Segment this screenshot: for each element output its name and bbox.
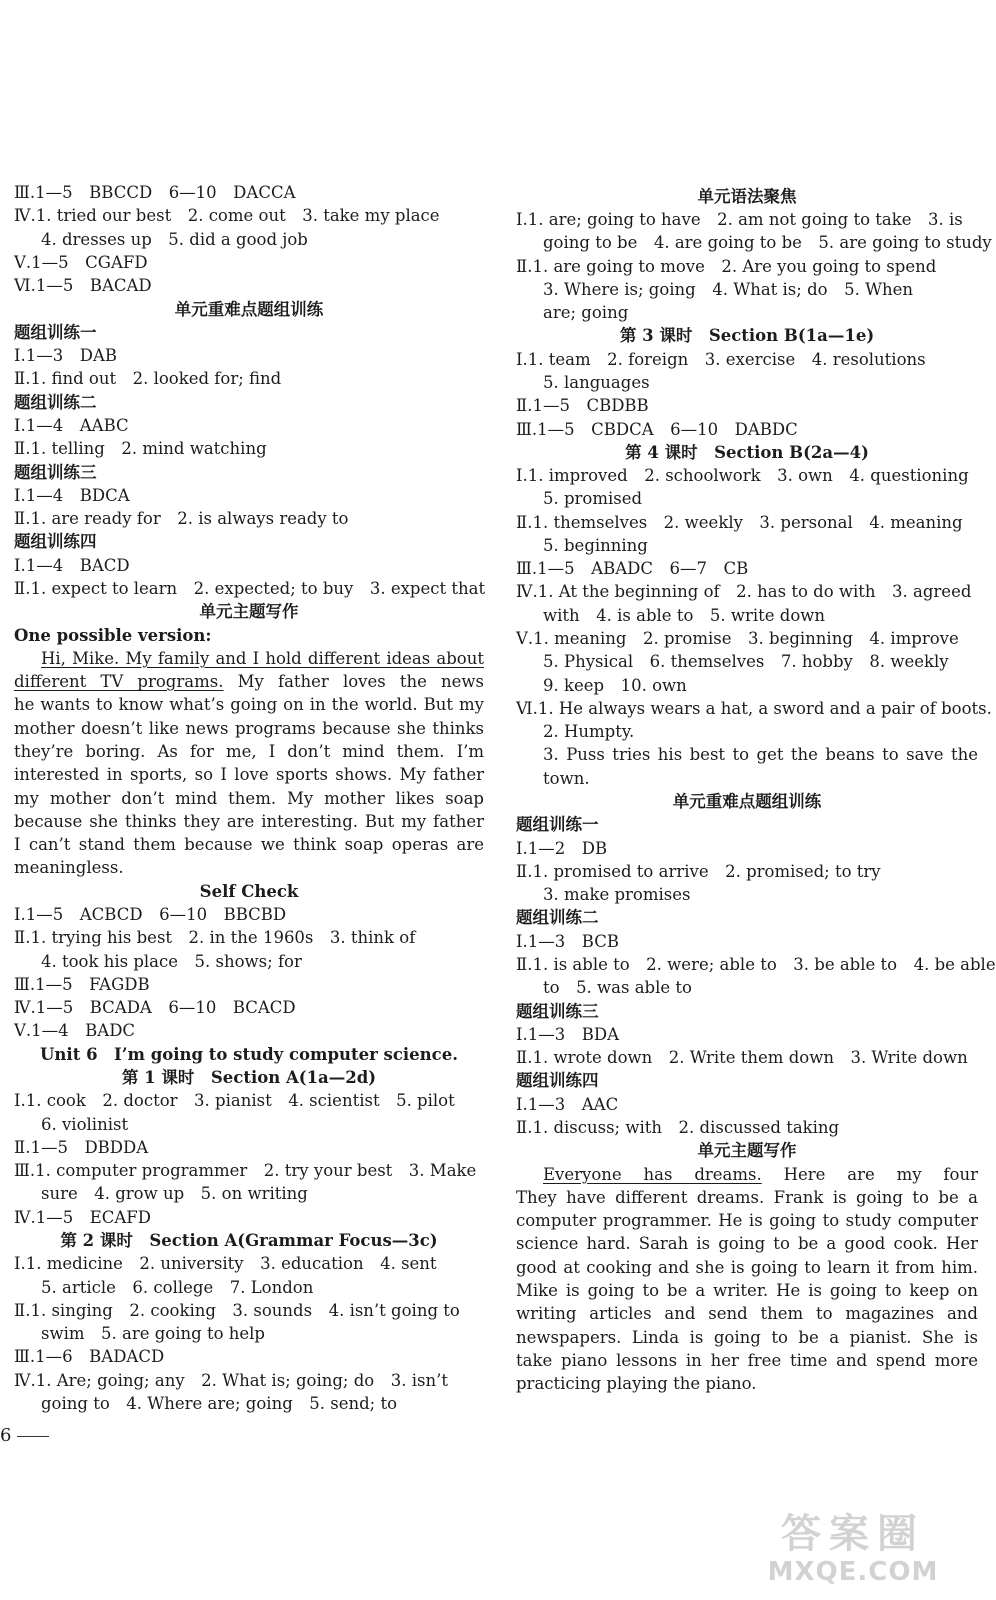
essay-line: interested in sports, so I love sports shows. My father	[14, 765, 484, 784]
subsection-heading: 题组训练四	[516, 1071, 599, 1090]
answer-line: Ⅵ.1—5 BACAD	[14, 276, 152, 295]
answer-line: Ⅰ.1—4 BDCA	[14, 486, 130, 505]
answer-line: Ⅱ.1—5 DBDDA	[14, 1138, 149, 1157]
answer-line: Ⅱ.1—5 CBDBB	[516, 396, 649, 415]
answer-line: 5. promised	[543, 489, 643, 508]
answer-line: Ⅱ.1. trying his best 2. in the 1960s 3. think of	[14, 928, 416, 947]
essay-line: I can’t stand them because we think soap operas are	[14, 835, 484, 854]
answer-line: town.	[543, 769, 590, 788]
answer-line: 5. Physical 6. themselves 7. hobby 8. weekly	[543, 652, 949, 671]
page-number-text: 6	[0, 1425, 12, 1446]
answer-line: Ⅲ.1—5 CBDCA 6—10 DABDC	[516, 420, 798, 439]
subsection-heading: 题组训练四	[14, 532, 97, 551]
answer-line: Ⅰ.1. medicine 2. university 3. education 4. sent	[14, 1254, 437, 1273]
answer-line: going to be 4. are going to be 5. are going to study	[543, 233, 992, 252]
answer-line: are; going	[543, 303, 629, 322]
page-number-rule	[17, 1436, 49, 1437]
answer-line: Ⅰ.1—3 BCB	[516, 932, 619, 951]
essay-underlined: Hi, Mike. My family and I hold different ideas about	[41, 649, 484, 668]
watermark	[724, 1510, 982, 1590]
answer-line: with 4. is able to 5. write down	[543, 606, 826, 625]
subsection-heading: 题组训练二	[516, 908, 599, 927]
answer-line: Ⅰ.1—2 DB	[516, 839, 608, 858]
answer-line: Ⅱ.1. telling 2. mind watching	[14, 439, 267, 458]
essay-line: good at cooking and she is going to learn it from him.	[516, 1258, 978, 1277]
answer-line: Ⅰ.1—3 BDA	[516, 1025, 620, 1044]
essay-line: writing articles and send them to magazines and	[516, 1304, 978, 1323]
answer-line: sure 4. grow up 5. on writing	[41, 1184, 308, 1203]
essay-line	[14, 670, 484, 693]
answer-line: 6. violinist	[41, 1115, 129, 1134]
essay-line: take piano lessons in her free time and spend more	[516, 1351, 978, 1370]
essay-line	[14, 647, 484, 670]
essay-line: my mother don’t mind them. My mother likes soap	[14, 789, 484, 808]
section-heading: 单元主题写作	[199, 602, 299, 621]
section-heading: 单元语法聚焦	[697, 187, 797, 206]
answer-line: Ⅱ.1. themselves 2. weekly 3. personal 4. meaning	[516, 513, 963, 532]
answer-line: Ⅰ.1. cook 2. doctor 3. pianist 4. scientist 5. pilot	[14, 1091, 455, 1110]
answer-line: 5. article 6. college 7. London	[41, 1278, 314, 1297]
answer-line: Ⅰ.1—5 ACBCD 6—10 BBCBD	[14, 905, 287, 924]
answer-line: Ⅱ.1. are going to move 2. Are you going to spend	[516, 257, 937, 276]
answer-line: swim 5. are going to help	[41, 1324, 265, 1343]
watermark-title: 答案圈	[781, 1511, 925, 1557]
answer-line: 3. make promises	[543, 885, 691, 904]
essay-text: Here are my four	[783, 1165, 978, 1184]
lesson-heading: 第 3 课时 Section B(1a—1e)	[619, 326, 875, 345]
lesson-heading: 第 1 课时 Section A(1a—2d)	[121, 1068, 377, 1087]
essay-text: My father loves the news	[237, 672, 484, 691]
essay-line	[516, 1163, 978, 1186]
answer-line: Ⅰ.1. improved 2. schoolwork 3. own 4. questioning	[516, 466, 969, 485]
answer-line: Ⅳ.1. At the beginning of 2. has to do with 3. agreed	[516, 582, 972, 601]
subsection-heading: 题组训练三	[516, 1002, 599, 1021]
essay-line: meaningless.	[14, 858, 124, 877]
essay-line: They have different dreams. Frank is going to be a	[516, 1188, 978, 1207]
answer-line: 5. beginning	[543, 536, 648, 555]
answer-line: Ⅱ.1. expect to learn 2. expected; to buy 3. expect that	[14, 579, 486, 598]
answer-line: going to 4. Where are; going 5. send; to	[41, 1394, 398, 1413]
answer-line: 9. keep 10. own	[543, 676, 687, 695]
answer-line: Ⅱ.1. discuss; with 2. discussed taking	[516, 1118, 840, 1137]
answer-line: Ⅰ.1. are; going to have 2. am not going to take 3. is	[516, 210, 963, 229]
answer-line: Ⅱ.1. wrote down 2. Write them down 3. Write down	[516, 1048, 968, 1067]
answer-line: Ⅱ.1. find out 2. looked for; find	[14, 369, 282, 388]
answer-line: Ⅳ.1. tried our best 2. come out 3. take my place	[14, 206, 440, 225]
answer-line: Ⅰ.1—3 AAC	[516, 1095, 619, 1114]
essay-underlined: Everyone has dreams.	[543, 1165, 762, 1184]
answer-line: to 5. was able to	[543, 978, 692, 997]
answer-line: 4. dresses up 5. did a good job	[41, 230, 308, 249]
essay-line: practicing playing the piano.	[516, 1374, 757, 1393]
answer-line: Ⅴ.1—5 CGAFD	[14, 253, 148, 272]
answer-line: Ⅲ.1—5 FAGDB	[14, 975, 150, 994]
section-heading: 单元重难点题组训练	[672, 792, 822, 811]
essay-line: because she thinks they are interesting. But my father	[14, 812, 484, 831]
answer-line: Ⅳ.1. Are; going; any 2. What is; going; do 3. isn’t	[14, 1371, 448, 1390]
answer-line: 4. took his place 5. shows; for	[41, 952, 302, 971]
essay-line: computer programmer. He is going to study computer	[516, 1211, 978, 1230]
answer-line: Ⅴ.1. meaning 2. promise 3. beginning 4. improve	[516, 629, 959, 648]
essay-line: mother doesn’t like news programs because she thinks	[14, 719, 484, 738]
answer-line: 5. languages	[543, 373, 650, 392]
watermark-url: MXQE.COM	[767, 1557, 939, 1587]
subsection-heading: 题组训练一	[14, 323, 97, 342]
essay-line: Mike is going to be a writer. He is going to keep on	[516, 1281, 978, 1300]
answer-line: Ⅱ.1. is able to 2. were; able to 3. be able to 4. be able	[516, 955, 996, 974]
answer-line: Ⅳ.1—5 ECAFD	[14, 1208, 151, 1227]
subsection-heading: 题组训练一	[516, 815, 599, 834]
answer-line: 3. Puss tries his best to get the beans to save the	[543, 745, 978, 764]
answer-line: Ⅴ.1—4 BADC	[14, 1021, 136, 1040]
essay-intro: One possible version:	[14, 626, 212, 645]
subsection-heading: 题组训练二	[14, 393, 97, 412]
essay-line: science hard. Sarah is going to be a good cook. Her	[516, 1234, 978, 1253]
lesson-heading: 第 4 课时 Section B(2a—4)	[625, 443, 869, 462]
answer-line: Ⅰ.1—4 BACD	[14, 556, 130, 575]
answer-line: Ⅱ.1. promised to arrive 2. promised; to try	[516, 862, 881, 881]
answer-line: 3. Where is; going 4. What is; do 5. When	[543, 280, 914, 299]
subsection-heading: 题组训练三	[14, 463, 97, 482]
essay-line: he wants to know what’s going on in the world. But my	[14, 695, 484, 714]
answer-line: Ⅱ.1. singing 2. cooking 3. sounds 4. isn’t going to	[14, 1301, 460, 1320]
answer-line: Ⅲ.1. computer programmer 2. try your best 3. Make	[14, 1161, 477, 1180]
answer-line: Ⅲ.1—5 BBCCD 6—10 DACCA	[14, 183, 296, 202]
answer-line: Ⅰ.1—3 DAB	[14, 346, 118, 365]
essay-line: newspapers. Linda is going to be a pianist. She is	[516, 1328, 978, 1347]
unit-heading: Unit 6 I’m going to study computer science.	[40, 1045, 458, 1064]
answer-line: Ⅰ.1. team 2. foreign 3. exercise 4. resolutions	[516, 350, 926, 369]
answer-line: Ⅰ.1—4 AABC	[14, 416, 129, 435]
page-number	[0, 1422, 50, 1450]
section-heading: 单元主题写作	[697, 1141, 797, 1160]
section-heading: Self Check	[199, 882, 299, 901]
answer-line: Ⅳ.1—5 BCADA 6—10 BCACD	[14, 998, 296, 1017]
lesson-heading: 第 2 课时 Section A(Grammar Focus—3c)	[60, 1231, 438, 1250]
answer-line: Ⅲ.1—6 BADACD	[14, 1347, 165, 1366]
section-heading: 单元重难点题组训练	[174, 300, 324, 319]
essay-line: they’re boring. As for me, I don’t mind them. I’m	[14, 742, 484, 761]
answer-line: Ⅱ.1. are ready for 2. is always ready to	[14, 509, 349, 528]
answer-line: Ⅵ.1. He always wears a hat, a sword and a pair of boots.	[516, 699, 992, 718]
answer-line: 2. Humpty.	[543, 722, 635, 741]
essay-underlined: different TV programs.	[14, 672, 224, 691]
answer-line: Ⅲ.1—5 ABADC 6—7 CB	[516, 559, 749, 578]
